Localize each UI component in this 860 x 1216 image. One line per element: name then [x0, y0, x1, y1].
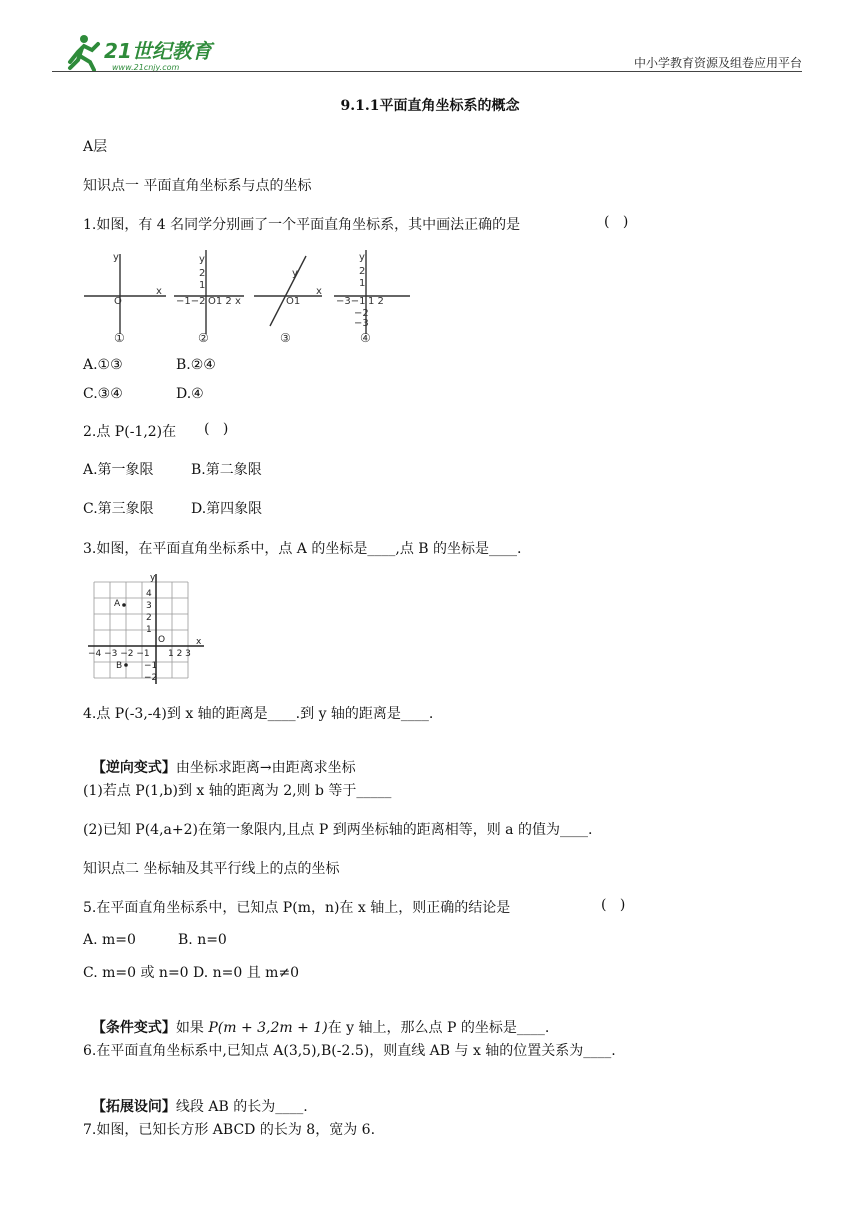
svg-text:y: y: [113, 252, 119, 263]
svg-text:2: 2: [146, 613, 152, 623]
svg-text:1 2 3: 1 2 3: [168, 649, 191, 659]
question-5-option-a: A. m=0: [83, 932, 136, 948]
svg-text:A: A: [114, 599, 121, 609]
svg-text:y: y: [199, 254, 205, 265]
svg-text:4: 4: [146, 589, 152, 599]
question-5-option-b: B. n=0: [178, 932, 227, 948]
question-5-option-d: D. n=0 且 m≠0: [193, 965, 300, 981]
svg-text:y: y: [292, 268, 298, 279]
logo-url-text: www.21cnjy.com: [112, 63, 180, 72]
svg-text:y: y: [359, 252, 365, 263]
svg-text:1: 1: [359, 278, 366, 289]
question-1-option-c: C.③④: [83, 386, 123, 402]
figure-label-4: ④: [360, 331, 371, 345]
svg-text:2: 2: [359, 266, 366, 277]
site-logo: [62, 32, 242, 72]
question-6-stem: 6.在平面直角坐标系中,已知点 A(3,5),B(-2.5)，则直线 AB 与 x 轴的位置关系为____.: [83, 1043, 616, 1059]
variant-3-tag: 【拓展设问】: [91, 1099, 176, 1115]
svg-text:−1: −1: [144, 661, 158, 671]
question-2-option-b: B.第二象限: [191, 462, 262, 478]
svg-text:1: 1: [146, 625, 152, 635]
question-2-answer-paren: ( ): [204, 421, 229, 437]
svg-text:2: 2: [199, 268, 206, 279]
svg-text:y: y: [150, 573, 156, 583]
variant-3: [83, 1080, 308, 1116]
question-5-option-c: C. m=0 或 n=0: [83, 965, 189, 981]
header-divider: [52, 71, 802, 72]
level-label: A层: [83, 139, 108, 155]
question-1-option-b: B.②④: [176, 357, 216, 373]
knowledge-point-1: 知识点一 平面直角坐标系与点的坐标: [83, 178, 312, 194]
variant-3-text: 线段 AB 的长为____.: [175, 1099, 308, 1115]
svg-text:O1: O1: [286, 296, 301, 307]
variant-1: [83, 741, 356, 777]
knowledge-point-2: 知识点二 坐标轴及其平行线上的点的坐标: [83, 861, 340, 877]
variant-2-math: P(m + 3,2m + 1): [208, 1020, 328, 1036]
question-1-stem: 1.如图，有 4 名同学分别画了一个平面直角坐标系，其中画法正确的是: [83, 217, 521, 233]
figure-label-3: ③: [280, 331, 291, 345]
svg-text:O: O: [158, 635, 166, 645]
figure-label-1: ①: [114, 331, 125, 345]
question-2-option-d: D.第四象限: [191, 501, 263, 517]
svg-text:O1 2 x: O1 2 x: [208, 296, 241, 307]
svg-text:x: x: [316, 286, 322, 297]
svg-text:x: x: [156, 286, 162, 297]
page-title: 9.1.1平面直角坐标系的概念: [340, 98, 520, 114]
svg-text:3: 3: [146, 601, 152, 611]
question-1-figure: [84, 246, 420, 346]
question-5-stem: 5.在平面直角坐标系中，已知点 P(m，n)在 x 轴上，则正确的结论是: [83, 900, 511, 916]
svg-text:−2: −2: [354, 308, 369, 319]
variant-2-tag: 【条件变式】: [91, 1020, 176, 1036]
runner-icon: [70, 35, 98, 70]
question-5-answer-paren: ( ): [601, 897, 626, 913]
svg-text:−3: −3: [354, 318, 369, 329]
question-1-option-a: A.①③: [83, 357, 123, 373]
svg-text:1 2: 1 2: [368, 296, 384, 307]
figure-label-2: ②: [198, 331, 209, 345]
svg-text:1: 1: [199, 280, 206, 291]
svg-text:−1−2: −1−2: [176, 296, 206, 307]
logo-main-text: 21世纪教育: [104, 39, 212, 63]
question-3-stem: 3.如图，在平面直角坐标系中，点 A 的坐标是____,点 B 的坐标是____.: [83, 541, 522, 557]
svg-text:−3−1: −3−1: [336, 296, 366, 307]
question-7-stem: 7.如图，已知长方形 ABCD 的长为 8，宽为 6.: [83, 1122, 376, 1138]
svg-text:−4 −3 −2 −1: −4 −3 −2 −1: [88, 649, 150, 659]
svg-text:−2: −2: [144, 673, 158, 683]
variant-2-post: 在 y 轴上，那么点 P 的坐标是____.: [327, 1020, 550, 1036]
question-1-option-d: D.④: [176, 386, 204, 402]
variant-1-text: 由坐标求距离→由距离求坐标: [175, 760, 356, 776]
question-3-grid-figure: [88, 572, 206, 686]
svg-text:B: B: [116, 661, 123, 671]
variant-1-sub-2: (2)已知 P(4,a+2)在第一象限内,且点 P 到两坐标轴的距离相等，则 a 的值为____.: [83, 822, 593, 838]
variant-1-tag: 【逆向变式】: [91, 760, 176, 776]
svg-text:x: x: [196, 637, 202, 647]
question-2-stem: 2.点 P(-1,2)在: [83, 424, 177, 440]
question-4-stem: 4.点 P(-3,-4)到 x 轴的距离是____.到 y 轴的距离是____.: [83, 706, 434, 722]
question-2-option-c: C.第三象限: [83, 501, 154, 517]
variant-2: [83, 1001, 549, 1037]
question-2-option-a: A.第一象限: [83, 462, 154, 478]
question-1-answer-paren: ( ): [604, 214, 629, 230]
variant-2-pre: 如果: [175, 1020, 209, 1036]
variant-1-sub-1: (1)若点 P(1,b)到 x 轴的距离为 2,则 b 等于_____: [83, 783, 392, 799]
platform-name: 中小学教育资源及组卷应用平台: [633, 56, 802, 70]
svg-text:O: O: [114, 296, 122, 307]
